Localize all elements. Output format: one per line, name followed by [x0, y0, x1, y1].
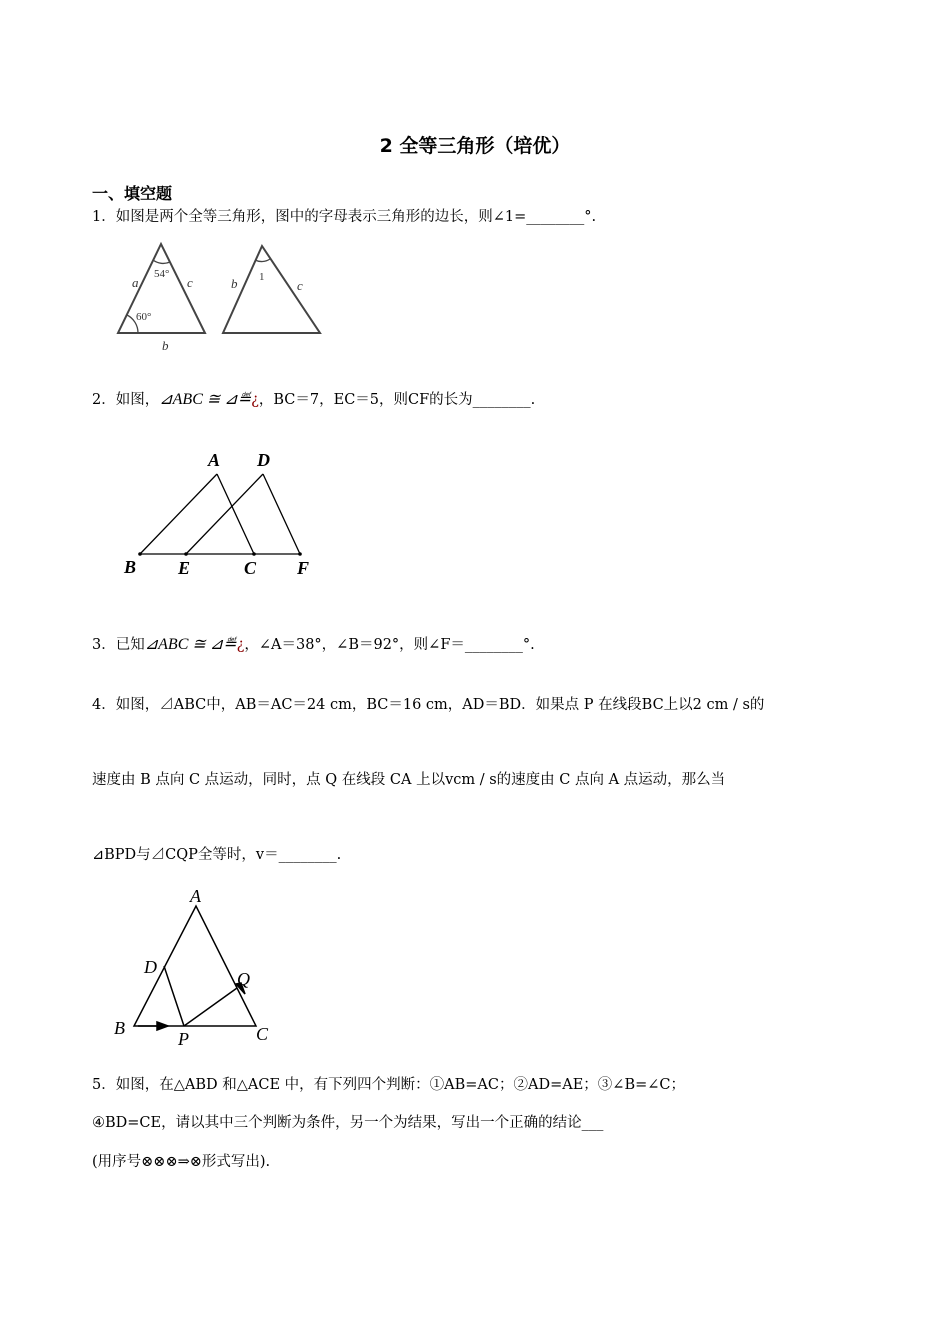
figure-q4 [110, 885, 290, 1055]
label-angle-54: 54° [154, 268, 170, 280]
label-P: P [178, 1029, 189, 1049]
question-text: 如图是两个全等三角形，图中的字母表示三角形的边长，则∠1=________°. [115, 209, 597, 225]
question-3: 3．已知⊿ABC ≅ ⊿≝¿，∠A＝38°，∠B＝92°，则∠F＝________°. [92, 636, 535, 653]
label-B: B [114, 1018, 125, 1038]
question-number: 2． [92, 392, 116, 408]
label-C: C [256, 1024, 269, 1044]
section-heading: 一、填空题 [92, 184, 173, 203]
label-D: D [257, 450, 270, 470]
question-4-line-2: 速度由 B 点向 C 点运动，同时，点 Q 在线段 CA 上以vcm / s的速度由 C 点向 A 点运动，那么当 [92, 772, 726, 788]
label-E: E [178, 558, 191, 578]
figure-q2 [120, 448, 330, 583]
label-D: D [144, 957, 157, 977]
question-1 [92, 207, 596, 227]
page-title: 2 全等三角形（培优） [379, 135, 571, 157]
label-a: a [132, 275, 139, 290]
label-A: A [190, 886, 201, 906]
question-4-line-1: 4．如图，⊿ABC中，AB＝AC＝24 cm，BC＝16 cm，AD＝BD．如果点 P 在线段BC上以2 cm / s的 [92, 697, 765, 713]
label-b2: b [231, 276, 238, 291]
question-number: 3． [92, 637, 116, 653]
label-A: A [208, 450, 221, 470]
question-5-line-1: 5．如图，在△ABD 和△ACE 中，有下列四个判断：①AB=AC；②AD=AE；③∠B=∠C； [92, 1077, 685, 1093]
label-F: F [297, 558, 310, 578]
figure-q1 [110, 240, 330, 355]
label-angle-1: 1 [259, 271, 265, 283]
label-b: b [162, 338, 169, 353]
label-B: B [124, 557, 137, 577]
question-5-line-2: ④BD=CE，请以其中三个判断为条件，另一个为结果，写出一个正确的结论___ [92, 1115, 604, 1131]
question-number: 5． [92, 1077, 116, 1093]
triangle-right [223, 246, 320, 333]
label-C: C [244, 558, 257, 578]
question-5-line-3: (用序号⊗⊗⊗⇒⊗形式写出). [92, 1154, 271, 1170]
label-Q: Q [237, 969, 250, 989]
label-angle-60: 60° [136, 311, 152, 323]
question-number: 1． [92, 209, 116, 225]
question-4-line-3: ⊿BPD与⊿CQP全等时，v＝________. [92, 847, 342, 863]
label-c2: c [297, 278, 303, 293]
question-number: 4． [92, 697, 116, 713]
label-c: c [187, 275, 193, 290]
question-2: 2．如图，⊿ABC ≅ ⊿≝¿，BC＝7，EC＝5，则CF的长为________. [92, 391, 536, 408]
